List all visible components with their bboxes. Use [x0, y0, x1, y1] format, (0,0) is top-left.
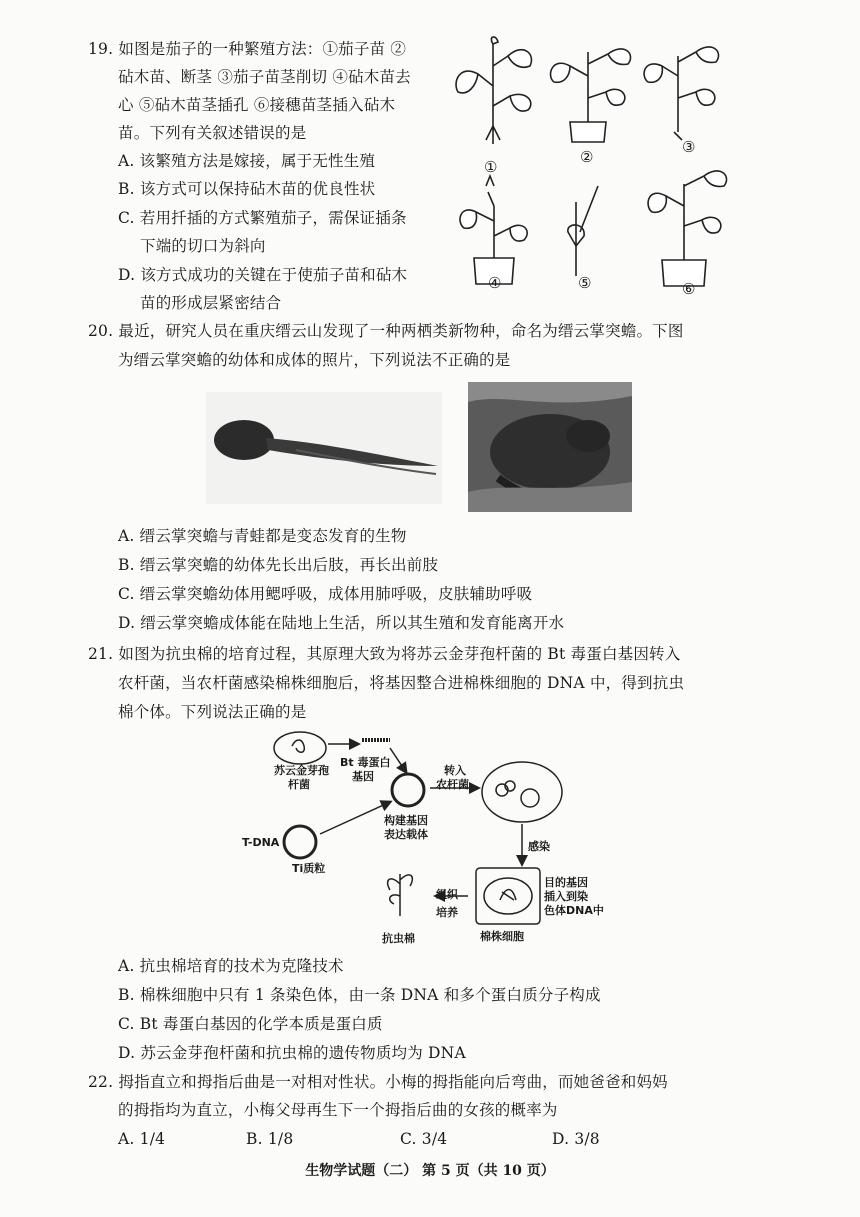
label-transfer-2: 农杆菌	[436, 778, 469, 791]
q19-stem-line-1: 19. 如图是茄子的一种繁殖方法：①茄子苗 ②	[88, 40, 407, 58]
q20-option-d: D. 缙云掌突蟾成体能在陆地上生活，所以其生殖和发育能离开水	[118, 614, 565, 632]
label-plasmid: Ti质粒	[292, 862, 326, 875]
label-bacterium-2: 杆菌	[288, 778, 310, 791]
fig-label-4: ④	[488, 274, 502, 292]
label-tissue-1: 组织	[436, 888, 458, 901]
label-gene-1: Bt 毒蛋白	[340, 756, 391, 769]
q20-option-b: B. 缙云掌突蟾的幼体先长出后肢，再长出前肢	[118, 556, 439, 574]
label-tdna: T-DNA	[242, 836, 280, 849]
label-target-3: 色体DNA中	[544, 904, 604, 917]
q21-option-a: A. 抗虫棉培育的技术为克隆技术	[118, 957, 344, 975]
q19-stem-line-2: 砧木苗、断茎 ③茄子苗茎削切 ④砧木苗去	[118, 68, 411, 86]
q19-option-c: C. 若用扦插的方式繁殖茄子，需保证插条	[118, 209, 407, 227]
fig-label-5: ⑤	[578, 274, 592, 292]
q21-stem-line-2: 农杆菌，当农杆菌感染棉株细胞后，将基因整合进棉株细胞的 DNA 中，得到抗虫	[118, 674, 685, 692]
q19-stem-line-3: 心 ⑤砧木苗茎插孔 ⑥接穗苗茎插入砧木	[118, 96, 396, 114]
q22-option-c: C. 3/4	[400, 1130, 448, 1148]
label-tissue-2: 培养	[436, 906, 458, 919]
label-vector-1: 构建基因	[384, 814, 428, 827]
q22-stem-line-2: 的拇指均为直立，小梅父母再生下一个拇指后曲的女孩的概率为	[118, 1101, 558, 1119]
label-cotton: 抗虫棉	[382, 932, 415, 945]
fig-label-1: ①	[484, 158, 498, 176]
q22-option-b: B. 1/8	[246, 1130, 294, 1148]
fig-label-3: ③	[682, 138, 696, 156]
q19-stem-line-4: 苗。下列有关叙述错误的是	[118, 124, 307, 142]
q21-stem-line-1: 21. 如图为抗虫棉的培育过程，其原理大致为将苏云金芽孢杆菌的 Bt 毒蛋白基因转入	[88, 645, 681, 663]
q21-option-d: D. 苏云金芽孢杆菌和抗虫棉的遗传物质均为 DNA	[118, 1044, 466, 1062]
q22-option-d: D. 3/8	[552, 1130, 600, 1148]
tadpole-photo	[206, 392, 442, 504]
q21-stem-line-3: 棉个体。下列说法正确的是	[118, 703, 307, 721]
label-vector-2: 表达载体	[384, 828, 428, 841]
q19-option-d: D. 该方式成功的关键在于使茄子苗和砧木	[118, 266, 408, 284]
q21-option-b: B. 棉株细胞中只有 1 条染色体，由一条 DNA 和多个蛋白质分子构成	[118, 986, 601, 1004]
q19-option-b: B. 该方式可以保持砧木苗的优良性状	[118, 180, 376, 198]
fig-label-2: ②	[580, 148, 594, 166]
label-bacterium-1: 苏云金芽孢	[274, 764, 329, 777]
q20-option-c: C. 缙云掌突蟾幼体用鳃呼吸，成体用肺呼吸，皮肤辅助呼吸	[118, 585, 533, 603]
q21-option-c: C. Bt 毒蛋白基因的化学本质是蛋白质	[118, 1015, 383, 1033]
q22-option-a: A. 1/4	[118, 1130, 166, 1148]
q20-stem-line-1: 20. 最近，研究人员在重庆缙云山发现了一种两栖类新物种，命名为缙云掌突蟾。下图	[88, 322, 684, 340]
q19-option-d-cont: 苗的形成层紧密结合	[140, 294, 282, 312]
adult-toad-photo	[468, 382, 632, 512]
label-target-1: 目的基因	[544, 876, 588, 889]
label-transfer-1: 转入	[444, 764, 466, 777]
q22-stem-line-1: 22. 拇指直立和拇指后曲是一对相对性状。小梅的拇指能向后弯曲，而她爸爸和妈妈	[88, 1073, 668, 1091]
q19-option-c-cont: 下端的切口为斜向	[140, 237, 266, 255]
label-gene-2: 基因	[352, 770, 374, 783]
fig-label-6: ⑥	[682, 280, 696, 298]
label-target-2: 插入到染	[544, 890, 588, 903]
q19-option-a: A. 该繁殖方法是嫁接，属于无性生殖	[118, 152, 376, 170]
label-infect: 感染	[528, 840, 550, 853]
page-footer: 生物学试题（二） 第 5 页（共 10 页）	[305, 1163, 555, 1179]
q20-option-a: A. 缙云掌突蟾与青蛙都是变态发育的生物	[118, 527, 407, 545]
label-cell: 棉株细胞	[480, 930, 524, 943]
q20-stem-line-2: 为缙云掌突蟾的幼体和成体的照片，下列说法不正确的是	[118, 351, 511, 369]
